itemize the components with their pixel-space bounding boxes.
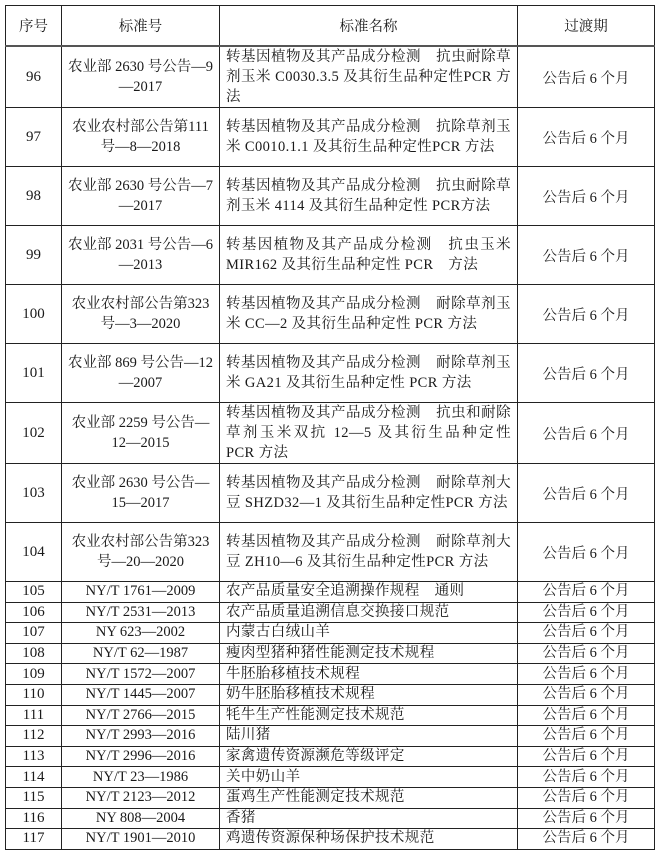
transition-period: 公告后 6 个月 [518,623,655,644]
transition-period: 公告后 6 个月 [518,664,655,685]
standard-name: 转基因植物及其产品成分检测 耐除草剂大豆 ZH10—6 及其衍生品种定性PCR 方法 [220,523,518,582]
standard-name: 转基因植物及其产品成分检测 抗虫和耐除草剂玉米双抗 12—5 及其衍生品种定性 PCR 方法 [220,403,518,464]
transition-period: 公告后 6 个月 [518,767,655,788]
standard-name: 关中奶山羊 [220,767,518,788]
standard-code: 农业部 2630 号公告—15—2017 [62,464,220,523]
transition-period: 公告后 6 个月 [518,403,655,464]
standard-code: 农业部 869 号公告—12—2007 [62,344,220,403]
row-number: 111 [6,705,62,726]
row-number: 105 [6,582,62,603]
transition-period: 公告后 6 个月 [518,582,655,603]
transition-period: 公告后 6 个月 [518,787,655,808]
standard-code: NY/T 2996—2016 [62,746,220,767]
standard-name: 转基因植物及其产品成分检测 耐除草剂大豆 SHZD32—1 及其衍生品种定性PCR 方法 [220,464,518,523]
table-row [6,767,655,788]
row-number: 110 [6,684,62,705]
table-header [6,6,655,47]
row-number: 104 [6,523,62,582]
row-number: 114 [6,767,62,788]
transition-period: 公告后 6 个月 [518,108,655,167]
table-row [6,787,655,808]
standard-code: NY 623—2002 [62,623,220,644]
row-number: 116 [6,808,62,829]
header-period: 过渡期 [518,6,655,47]
standard-name: 内蒙古白绒山羊 [220,623,518,644]
header-code: 标准号 [62,6,220,47]
table-row [6,726,655,747]
transition-period: 公告后 6 个月 [518,705,655,726]
transition-period: 公告后 6 个月 [518,684,655,705]
table-row [6,623,655,644]
standard-name: 蛋鸡生产性能测定技术规范 [220,787,518,808]
table-row [6,602,655,623]
standard-name: 陆川猪 [220,726,518,747]
row-number: 96 [6,46,62,108]
standard-code: 农业部 2630 号公告—9—2017 [62,46,220,108]
transition-period: 公告后 6 个月 [518,285,655,344]
table-row [6,285,655,344]
table-body [6,46,655,849]
standard-code: NY/T 1761—2009 [62,582,220,603]
table-row [6,684,655,705]
table-row [6,344,655,403]
row-number: 102 [6,403,62,464]
transition-period: 公告后 6 个月 [518,464,655,523]
header-row [6,6,655,47]
table-row [6,403,655,464]
standard-name: 奶牛胚胎移植技术规程 [220,684,518,705]
standard-code: NY/T 62—1987 [62,643,220,664]
row-number: 99 [6,226,62,285]
header-no: 序号 [6,6,62,47]
table-row [6,582,655,603]
standard-name: 瘦肉型猪种猪性能测定技术规程 [220,643,518,664]
row-number: 113 [6,746,62,767]
standard-name: 转基因植物及其产品成分检测 抗虫玉米 MIR162 及其衍生品种定性 PCR 方法 [220,226,518,285]
standard-code: NY/T 2531—2013 [62,602,220,623]
table-row [6,643,655,664]
row-number: 103 [6,464,62,523]
standard-code: NY/T 1901—2010 [62,829,220,850]
standard-code: NY 808—2004 [62,808,220,829]
standard-code: NY/T 1445—2007 [62,684,220,705]
standard-name: 鸡遗传资源保种场保护技术规范 [220,829,518,850]
transition-period: 公告后 6 个月 [518,602,655,623]
transition-period: 公告后 6 个月 [518,523,655,582]
standard-code: NY/T 2993—2016 [62,726,220,747]
transition-period: 公告后 6 个月 [518,167,655,226]
row-number: 98 [6,167,62,226]
table-row [6,523,655,582]
standard-code: NY/T 23—1986 [62,767,220,788]
standard-code: 农业农村部公告第323 号—3—2020 [62,285,220,344]
row-number: 101 [6,344,62,403]
row-number: 115 [6,787,62,808]
standards-table [5,5,655,850]
standard-code: NY/T 2123—2012 [62,787,220,808]
standard-name: 农产品质量追溯信息交换接口规范 [220,602,518,623]
standard-name: 转基因植物及其产品成分检测 耐除草剂玉米 GA21 及其衍生品种定性 PCR 方法 [220,344,518,403]
standard-name: 牛胚胎移植技术规程 [220,664,518,685]
row-number: 107 [6,623,62,644]
transition-period: 公告后 6 个月 [518,344,655,403]
standard-name: 牦牛生产性能测定技术规范 [220,705,518,726]
table-row [6,167,655,226]
row-number: 109 [6,664,62,685]
standard-code: 农业部 2630 号公告—7—2017 [62,167,220,226]
transition-period: 公告后 6 个月 [518,808,655,829]
standard-name: 转基因植物及其产品成分检测 抗除草剂玉米 C0010.1.1 及其衍生品种定性PCR 方法 [220,108,518,167]
table-row [6,808,655,829]
table-row [6,829,655,850]
row-number: 100 [6,285,62,344]
table-row [6,746,655,767]
row-number: 108 [6,643,62,664]
standard-name: 转基因植物及其产品成分检测 抗虫耐除草剂玉米 C0030.3.5 及其衍生品种定性PCR 方法 [220,46,518,108]
table-row [6,664,655,685]
standard-name: 农产品质量安全追溯操作规程 通则 [220,582,518,603]
transition-period: 公告后 6 个月 [518,726,655,747]
standard-name: 家禽遗传资源濒危等级评定 [220,746,518,767]
standard-code: 农业部 2259 号公告—12—2015 [62,403,220,464]
transition-period: 公告后 6 个月 [518,829,655,850]
standard-code: 农业部 2031 号公告—6—2013 [62,226,220,285]
row-number: 117 [6,829,62,850]
table-row [6,226,655,285]
table-row [6,705,655,726]
standard-code: 农业农村部公告第323 号—20—2020 [62,523,220,582]
standard-name: 转基因植物及其产品成分检测 抗虫耐除草剂玉米 4114 及其衍生品种定性 PCR方法 [220,167,518,226]
transition-period: 公告后 6 个月 [518,643,655,664]
standard-code: NY/T 1572—2007 [62,664,220,685]
header-name: 标准名称 [220,6,518,47]
row-number: 106 [6,602,62,623]
table-row [6,108,655,167]
standard-name: 转基因植物及其产品成分检测 耐除草剂玉米 CC—2 及其衍生品种定性 PCR 方法 [220,285,518,344]
transition-period: 公告后 6 个月 [518,46,655,108]
table-row [6,46,655,108]
transition-period: 公告后 6 个月 [518,746,655,767]
standard-name: 香猪 [220,808,518,829]
standard-code: 农业农村部公告第111 号—8—2018 [62,108,220,167]
table-row [6,464,655,523]
row-number: 97 [6,108,62,167]
row-number: 112 [6,726,62,747]
standard-code: NY/T 2766—2015 [62,705,220,726]
transition-period: 公告后 6 个月 [518,226,655,285]
